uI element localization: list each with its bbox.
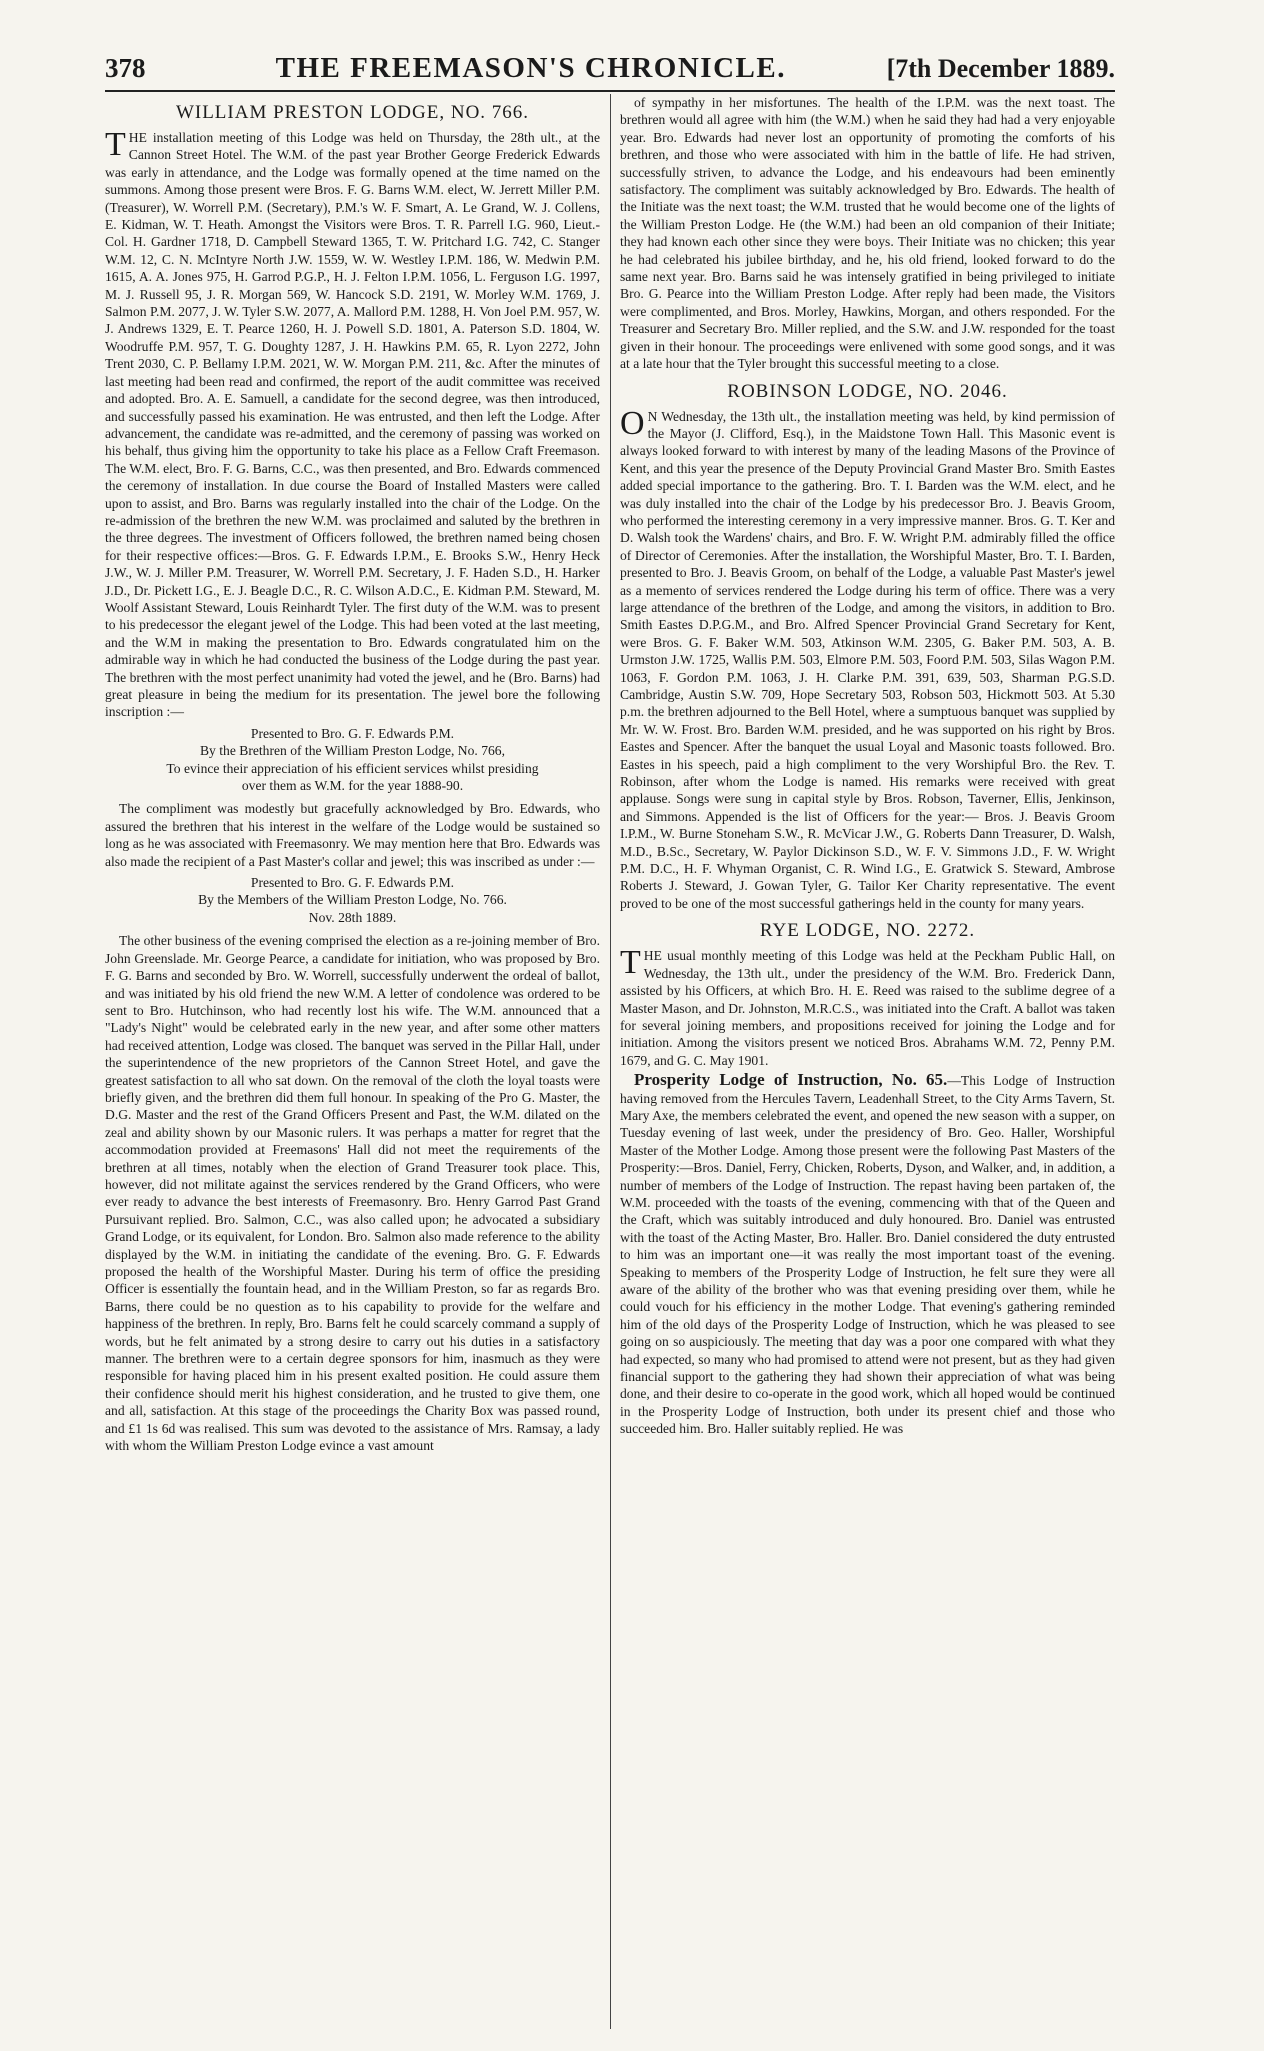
article-paragraph-prosperity [620, 1071, 1115, 1438]
inscription-line: over them as W.M. for the year 1888-90. [241, 778, 464, 794]
article-paragraph: of sympathy in her misfortunes. The health of the I.P.M. was the next toast. The brethren would all agree with him (the W.M.) when he said they had had a very enjoyable year. Bro. Edwards had never lost an opportunity of promoting the comforts of his brethren, and those who were associated with him in the battle of life. He had striven, successfully striven, to advance the Lodge, and his endeavours had been eminently satisfactory. The compliment was suitably acknowledged by Bro. Edwards. The health of the Initiate was the next toast; the W.M. trusted that he would become one of the lights of the William Preston Lodge. He (the W.M.) had been an old companion of their Initiate; they had known each other since they were boys. Their Initiate was no chicken; this year he had celebrated his jubilee birthday, and he, his old friend, looked forward to do the same next year. Bro. Barns said he was intensely gratified in being privileged to initiate Bro. G. Pearce into the William Preston Lodge. After reply had been made, the Visitors were complimented, and Bros. Morley, Hawkins, Morgan, and others responded. For the Treasurer and Secretary Bro. Miller replied, and the S.W. and J.W. responded for the toast given in their honour. The proceedings were enlivened with some good songs, and it was at a late hour that the Tyler brought this successful meeting to a close. [620, 95, 1115, 372]
column-divider [610, 94, 611, 2029]
run-in-heading: Prosperity Lodge of Instruction, No. 65. [634, 1070, 948, 1090]
inscription-line: By the Members of the William Preston Lodge, No. 766. [198, 892, 507, 908]
page-number: 378 [105, 53, 146, 83]
publication-title: THE FREEMASON'S CHRONICLE. [275, 52, 786, 84]
inscription-line: Nov. 28th 1889. [308, 909, 397, 925]
right-column [620, 94, 1115, 2029]
columns [105, 94, 1115, 2029]
issue-date: [7th December 1889. [886, 54, 1115, 83]
masthead [105, 52, 1115, 92]
left-column [105, 94, 600, 2029]
article-heading-william-preston: WILLIAM PRESTON LODGE, NO. 766. [175, 102, 530, 123]
article-paragraph: The compliment was modestly but gracefully acknowledged by Bro. Edwards, who assured the brethren that his interest in the welfare of the Lodge would be sustained so long as he was associated with Freemasonry. We may mention here that Bro. Edwards was also made the recipient of a Past Master's collar and jewel; this was inscribed as under :— [105, 801, 600, 869]
article-paragraph: ON Wednesday, the 13th ult., the installation meeting was held, by kind permission of the Mayor (J. Clifford, Esq.), in the Maidstone Town Hall. This Masonic event is always looked forward to with interest by many of the leading Masons of the Province of Kent, and this year the presence of the Deputy Provincial Grand Master Bro. Smith Eastes added special importance to the gathering. Bro. T. I. Barden was the W.M. elect, and he was duly installed into the chair of the Lodge by his predecessor Bro. J. Beavis Groom, who performed the interesting ceremony in a very impressive manner. Bros. G. T. Ker and D. Walsh took the Wardens' chairs, and Bro. F. W. Wright P.M. admirably filled the office of Director of Ceremonies. After the installation, the Worshipful Master, Bro. T. I. Barden, presented to Bro. J. Beavis Groom, on behalf of the Lodge, a valuable Past Master's jewel as a memento of services rendered the Lodge during his term of office. There was a very large attendance of the brethren of the Lodge, and among the visitors, in addition to Bro. Smith Eastes D.P.G.M., and Bro. Alfred Spencer Provincial Grand Secretary for Kent, were Bros. G. F. Baker W.M. 503, Atkinson W.M. 2305, G. Baker P.M. 503, A. B. Urmston J.W. 1725, Wallis P.M. 503, Elmore P.M. 503, Foord P.M. 503, Silas Wagon P.M. 1063, F. Gordon P.M. 1063, J. H. Clarke P.M. 391, 639, 503, Sharman P.G.S.D. Cambridge, Austin S.W. 709, Hope Secretary 503, Robson 503, Hickmott 503. At 5.30 p.m. the brethren adjourned to the Bell Hotel, where a sumptuous banquet was supplied by Mr. W. W. Frost. Bro. Barden W.M. presided, and he was supported on his right by Bros. Eastes and Spencer. After the banquet the usual Loyal and Masonic toasts followed. Bro. Eastes in his speech, paid a high compliment to the very Worshipful Bro. the Rev. T. Robinson, after whom the Lodge is named. His remarks were received with great applause. Songs were sung in capital style by Bros. Robson, Taverner, Ellis, Jenkinson, and Simmons. Appended is the list of Officers for the year:— Bros. J. Beavis Groom I.P.M., W. Burne Stoneham S.W., R. McVicar J.W., G. Roberts Dann Treasurer, D. Walsh, M.D., B.Sc., Secretary, W. Paylor Dickinson S.D., W. F. V. Simmons J.D., F. W. Wright P.M. D.C., H. F. Whyman Organist, C. R. Wind I.G., E. Gratwick S. Steward, Ambrose Roberts J. Steward, J. Gowan Tyler, G. Tailor Ker Charity representative. The event proved to be one of the most successful gatherings held in the county for many years. [620, 404, 1115, 911]
article-heading-rye: RYE LODGE, NO. 2272. [759, 920, 976, 942]
inscription-line: To evince their appreciation of his efficient services whilst presiding [166, 760, 539, 776]
article-paragraph: THE installation meeting of this Lodge was held on Thursday, the 28th ult., at the Cannon Street Hotel. The W.M. of the past year Brother George Frederick Edwards was early in attendance, and the Lodge was formally opened at the time named on the summons. Among those present were Bros. F. G. Barns W.M. elect, W. Jerrett Miller P.M. (Treasurer), W. Worrell P.M. (Secretary), P.M.'s W. F. Smart, A. Le Grand, W. J. Collens, E. Kidman, W. T. Heath. Amongst the Visitors were Bros. T. R. Parrell I.G. 960, Lieut.-Col. H. Gardner 1718, D. Campbell Steward 1365, T. W. Pritchard I.G. 742, C. Stanger W.M. 12, C. N. McIntyre North J.W. 1559, W. W. Westley I.P.M. 186, W. Medwin P.M. 1615, A. A. Jones 975, H. Garrod P.G.P., H. J. Felton I.P.M. 1056, L. Ferguson I.G. 1997, M. J. Russell 95, J. R. Morgan 569, W. Hancock S.D. 2191, W. Morley W.M. 1769, J. Salmon P.M. 2077, J. W. Tyler S.W. 2077, A. Mallord P.M. 1288, H. Von Joel P.M. 957, W. J. Andrews 1329, E. T. Pearce 1260, H. J. Powell S.D. 1801, A. Paterson S.D. 1804, W. Woodruffe P.M. 957, T. G. Doughty 1287, J. H. Hawkins P.M. 65, R. Lyon 2272, John Trent 2030, C. P. Bellamy I.P.M. 2021, W. W. Morgan P.M. 211, &c. After the minutes of last meeting had been read and confirmed, the report of the audit committee was received and adopted. Bro. A. E. Samuell, a candidate for the second degree, was then introduced, and successfully passed his examination. He was entrusted, and then left the Lodge. After advancement, the candidate was re-admitted, and the ceremony of passing was worked on his behalf, thus giving him the opportunity to take his place as a Fellow Craft Freemason. The W.M. elect, Bro. F. G. Barns, C.C., was then presented, and Bro. Edwards commenced the ceremony of installation. In due course the Board of Installed Masters were called upon to assist, and Bro. Barns was regularly installed into the chair of the Lodge. On the re-admission of the brethren the new W.M. was proclaimed and saluted by the brethren in the three degrees. The investment of Officers followed, the brethren named being chosen for their respective offices:—Bros. G. F. Edwards I.P.M., E. Brooks S.W., Henry Heck J.W., W. J. Miller P.M. Treasurer, W. Worrell P.M. Secretary, J. F. Haden S.D., H. Harker J.D., Dr. Pickett I.G., E. J. Beagle D.C., R. C. Wilson A.D.C., E. Kidman P.M. Steward, M. Woolf Assistant Steward, Louis Reinhardt Tyler. The first duty of the W.M. was to present to his predecessor the elegant jewel of the Lodge. This had been voted at the last meeting, and the W.M in making the presentation to Bro. Edwards congratulated him on the admirable way in which he had conducted the business of the Lodge during the past year. The brethren with the most perfect unanimity had voted the jewel, and he (Bro. Barns) had great pleasure in being the medium for its presentation. The jewel bore the following inscription :— [105, 126, 600, 720]
inscription-line: Presented to Bro. G. F. Edwards P.M. [250, 725, 455, 741]
inscription-block [105, 725, 600, 795]
article-heading-robinson: ROBINSON LODGE, NO. 2046. [727, 380, 1008, 402]
inscription-line: Presented to Bro. G. F. Edwards P.M. [250, 875, 455, 891]
article-text: —This Lodge of Instruction having removed from the Hercules Tavern, Leadenhall Street, to the City Arms Tavern, St. Mary Axe, the members celebrated the event, and opened the new season with a supper, on Tuesday evening of last week, under the presidency of Bro. Geo. Haller, Worshipful Master of the Mother Lodge. Among those present were the following Past Masters of the Prosperity:—Bros. Daniel, Ferry, Chicken, Roberts, Dyson, and Walker, and, in addition, a number of members of the Lodge of Instruction. The repast having been partaken of, the W.M. proceeded with the toasts of the evening, commencing with that of the Queen and the Craft, which was suitably introduced and duly honoured. Bro. Daniel was entrusted with the toast of the Acting Master, Bro. Haller. Bro. Daniel considered the duty entrusted to him was an important one—it was really the most important toast of the evening. Speaking to members of the Prosperity Lodge of Instruction, he felt sure they were all aware of the ability of the brother who was that evening presiding over them, while he could vouch for his efficiency in the mother Lodge. That evening's gathering reminded him of the old days of the Prosperity Lodge of Instruction, which he was pleased to see going on so auspiciously. The meeting that day was a poor one compared with what they had expected, so many who had promised to attend were not present, but as they had given financial support to the gathering they had shown their appreciation of what was being done, and their desire to co-operate in the good work, which all hoped would be continued in the Prosperity Lodge of Instruction, both under its present chief and those who succeeded him. Bro. Haller suitably replied. He was [620, 1073, 1115, 1437]
inscription-line: By the Brethren of the William Preston Lodge, No. 766, [199, 743, 505, 759]
inscription-block [105, 874, 600, 926]
article-paragraph: THE usual monthly meeting of this Lodge was held at the Peckham Public Hall, on Wednesday, the 13th ult., under the presidency of the W.M. Bro. Frederick Dann, assisted by his Officers, at which Bro. H. E. Reed was raised to the sublime degree of a Master Mason, and Dr. Johnston, M.R.C.S., was initiated into the Craft. A ballot was taken for several joining members, and propositions received for joining the Lodge and for initiation. Among the visitors present we noticed Bros. Abrahams W.M. 72, Penny P.M. 1679, and G. C. May 1901. [620, 944, 1115, 1068]
article-paragraph: The other business of the evening comprised the election as a re-joining member of Bro. John Greenslade. Mr. George Pearce, a candidate for initiation, who was proposed by Bro. F. G. Barns and seconded by Bro. W. Worrell, successfully underwent the ordeal of ballot, and was initiated by his old friend the new W.M. A letter of condolence was ordered to be sent to Bro. Hutchinson, who had recently lost his wife. The W.M. announced that a "Lady's Night" would be celebrated early in the new year, and after some other matters had received attention, Lodge was closed. The banquet was served in the Pillar Hall, under the superintendence of the new proprietors of the Cannon Street Hotel, and gave the greatest satisfaction to all who sat down. On the removal of the cloth the loyal toasts were briefly given, and the brethren did them full honour. In speaking of the Pro G. Master, the D.G. Master and the rest of the Grand Officers Present and Past, the W.M. dilated on the zeal and ability shown by our Masonic rulers. It was perhaps a matter for regret that the accommodation provided at Freemasons' Hall did not meet the requirements of the brethren at all times, notably when the election of Grand Treasurer took place. This, however, did not militate against the services rendered by the Grand Officers, who were ever ready to advance the best interests of Freemasonry. Bro. Henry Garrod Past Grand Pursuivant replied. Bro. Salmon, C.C., was also called upon; he advocated a subsidiary Grand Lodge, or its equivalent, for London. Bro. Salmon also made reference to the ability displayed by the W.M. in initiating the candidate of the evening. Bro. G. F. Edwards proposed the health of the Worshipful Master. During his term of office the presiding Officer is essentially the fountain head, and in the William Preston, so far as regards Bro. Barns, there could be no question as to his capability to provide for the welfare and happiness of the brethren. In reply, Bro. Barns felt he could scarcely command a supply of words, but he felt animated by a strong desire to carry out his duties in a satisfactory manner. The brethren were to a certain degree sponsors for him, inasmuch as they were responsible for having placed him in his present exalted position. He could assure them their confidence should merit his highest consideration, and he trusted to give them, one and all, satisfaction. At this stage of the proceedings the Charity Box was passed round, and £1 1s 6d was realised. This sum was devoted to the assistance of Mrs. Ramsay, a lady with whom the William Preston Lodge evince a vast amount [105, 933, 600, 1454]
newspaper-page [105, 52, 1115, 1454]
